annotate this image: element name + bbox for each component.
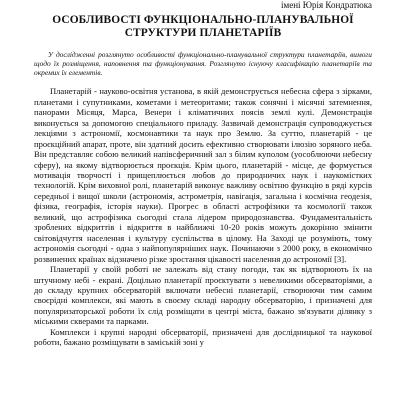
paragraph-1: Планетарій - науково-освітня установа, в якій демонструється небесна сфера з зірками, планетами і супутниками, кометами і метеоритами; також сонячні і місячні затемнення, панорами Місяця, Марса, Венери і кліматичних поясів землі кулі. Демонстрація виконується за допомогою спеціального приладу. Зазвичай демонстрація супроводжується лекціями з астрономії, космонавтики та наук про Землю. За суттю, планетарій - це проєкційний апарат, проте, він здатний досить ефективно створювати ілюзію зоряного неба. Він представляє собою великий напівсферичний зал з білим куполом (уособлюючи небесну сферу), на якому відтворюється проєкція. Крім цього, планетарій - місце, де формується мотивація творчості і прищеплюється любов до природничих наук і наукомістких технологій. Крім виховної ролі, планетарій виконує важливу освітню функцію в ряді курсів середньої і вищої школи (астрономія, астрометрія, навігація, загальна і космічна геодезія, фізика, географія, історія науки). Прогрес в області астрофізики та космології також великий, що астрофізика сьогодні стала лідером природознавства. Фундаментальність зроблених відкриттів і відкриття в найближчі 10-20 років можуть докорінно змінити світовідчуття населення і культуру суспільства в цілому. На Заході це розуміють, тому астрономія сьогодні - одна з найпопулярніших наук. Починаючи з 2000 року, в економічно розвинених країнах відзначено різке зростання цікавості населення до астрономії [3]. <box>34 86 372 264</box>
article-title-line-2: СТРУКТУРИ ПЛАНЕТАРІЇВ <box>124 27 282 39</box>
body-text <box>34 86 372 347</box>
abstract: У дослідженні розглянуто особливості функціонально-планувальної структури планетаріїв, вимоги щодо їх розміщення, наповнення та функціонування. Розглянуто існуючу класифікацію планетаріїв та окремих їх елементів. <box>34 50 372 77</box>
paragraph-3: Комплекси і крупні народні обсерваторії, призначені для дослідницької та наукової роботи, бажано розміщувати в заміській зоні у <box>34 326 372 348</box>
running-head: імені Юрія Кондратюка <box>281 0 372 10</box>
paragraph-2: Планетарії у своїй роботі не залежать від стану погоди, так як відтворюють їх на штучному небі - екрані. Доцільно планетарії проєктувати з невеликими обсерваторіями, а до складу крупних обсерваторій включати небесні планетарії, створюючи тим самим своєрідні комплекси, які мають в своєму складі народну обсерваторію, і призначені для популяризаторської роботи їх слід розміщати в центрі міста, бажано зв'язувати ділянку з міськими скверами та парками. <box>34 264 372 327</box>
article-title <box>34 14 372 40</box>
article-title-line-1: ОСОБЛИВОСТІ ФУНКЦІОНАЛЬНО-ПЛАНУВАЛЬНОЇ <box>52 14 354 26</box>
